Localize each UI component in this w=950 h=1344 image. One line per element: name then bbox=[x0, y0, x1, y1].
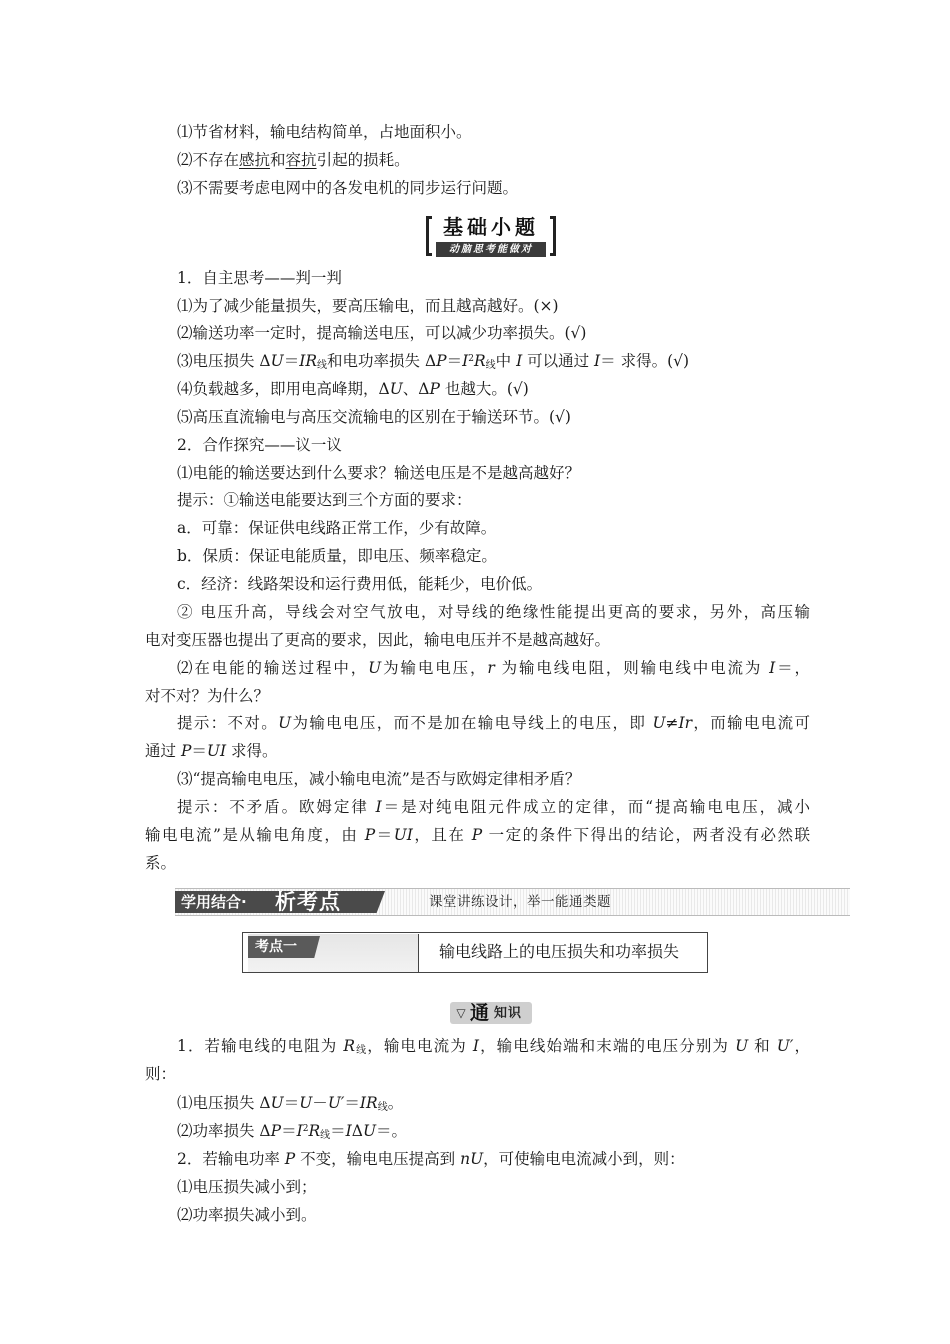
knowledge-tag-main: 通 bbox=[470, 1002, 490, 1024]
judge-heading: 1．自主思考——判一判 bbox=[177, 269, 342, 287]
knowledge-item-2-sub-1: ⑴电压损失减小到； bbox=[177, 1178, 317, 1196]
requirement-b: b．保质：保证电能质量，即电压、频率稳定。 bbox=[177, 547, 497, 565]
knowledge-tag-sub: 知识 bbox=[494, 1006, 523, 1021]
discuss-question-3: ⑶“提高输电电压，减小输电电流”是否与欧姆定律相矛盾？ bbox=[177, 770, 581, 788]
advantage-item-3: ⑶不需要考虑电网中的各发电机的同步运行问题。 bbox=[177, 179, 519, 197]
judge-item-5: ⑸高压直流输电与高压交流输电的区别在于输送环节。(√) bbox=[177, 408, 571, 426]
discuss-question-1: ⑴电能的输送要达到什么要求？输送电压是不是越高越好？ bbox=[177, 464, 581, 482]
discuss-hint-2-line-2: 通过 P＝UI 求得。 bbox=[145, 742, 278, 760]
voltage-loss-formula: ⑴电压损失 $\Delta U=U-U'=IR_线$。 bbox=[177, 1094, 404, 1113]
banner-title-part-2: 析考点 bbox=[275, 890, 341, 914]
section-banner bbox=[175, 888, 850, 916]
key-point-box bbox=[242, 932, 708, 973]
discuss-hint-1: 提示：①输送电能要达到三个方面的要求： bbox=[177, 491, 472, 509]
judge-item-4: ⑷负载越多，即用电高峰期，ΔU、ΔP 也越大。(√) bbox=[177, 380, 529, 398]
hint-1-point-2-line-2: 电对变压器也提出了更高的要求，因此，输电电压并不是越高越好。 bbox=[145, 631, 611, 649]
key-point-tag: 考点一 bbox=[255, 939, 297, 955]
knowledge-item-1-line-1: 1．若输电线的电阻为 $R_线$，输电电流为 I，输电线始端和末端的电压分别为 U 和 U′， bbox=[177, 1037, 810, 1056]
discuss-hint-2-line-1: 提示：不对。U为输电电压，而不是加在输电导线上的电压，即 U≠Ir，而输电电流可 bbox=[177, 714, 810, 732]
knowledge-item-2: 2．若输电功率 P 不变，输电电压提高到 nU，可使输电电流减小到，则： bbox=[177, 1150, 685, 1168]
basic-questions-badge bbox=[426, 214, 556, 260]
discuss-heading: 2．合作探究——议一议 bbox=[177, 436, 342, 454]
discuss-hint-3-line-3: 系。 bbox=[145, 854, 177, 872]
requirement-c: c．经济：线路架设和运行费用低，能耗少，电价低。 bbox=[177, 575, 543, 593]
triangle-down-icon: ▽ bbox=[456, 1006, 466, 1020]
judge-item-1: ⑴为了减少能量损失，要高压输电，而且越高越好。(×) bbox=[177, 297, 559, 315]
knowledge-item-1-line-2: 则： bbox=[145, 1065, 177, 1083]
discuss-question-2-line-2: 对不对？为什么？ bbox=[145, 687, 270, 705]
advantage-item-1: ⑴节省材料，输电结构简单，占地面积小。 bbox=[177, 123, 472, 141]
advantage-item-2: ⑵不存在感抗和容抗引起的损耗。 bbox=[177, 151, 410, 169]
banner-subtitle: 课堂讲练设计，举一能通类题 bbox=[429, 894, 611, 910]
requirement-a: a．可靠：保证供电线路正常工作，少有故障。 bbox=[177, 519, 497, 537]
power-loss-formula: ⑵功率损失 $\Delta P=I^2R_线=I\Delta U=$。 bbox=[177, 1122, 408, 1141]
badge-title: 基础小题 bbox=[443, 215, 539, 239]
term-inductive-reactance: 感抗 bbox=[239, 151, 271, 169]
knowledge-tag bbox=[450, 1000, 532, 1026]
term-capacitive-reactance: 容抗 bbox=[285, 151, 317, 169]
hint-1-point-2-line-1: ② 电压升高，导线会对空气放电，对导线的绝缘性能提出更高的要求，另外，高压输 bbox=[177, 603, 810, 621]
judge-item-3: ⑶电压损失 $\Delta U=IR_线$和电功率损失 $\Delta P=I^2R_线$中 I 可以通过 I＝ 求得。(√) bbox=[177, 352, 690, 371]
discuss-hint-3-line-1: 提示：不矛盾。欧姆定律 I＝是对纯电阻元件成立的定律，而“提高输电电压，减小 bbox=[177, 798, 810, 816]
discuss-hint-3-line-2: 输电电流”是从输电角度，由 P＝UI，且在 P 一定的条件下得出的结论，两者没有必然联 bbox=[145, 826, 810, 844]
discuss-question-2-line-1: ⑵在电能的输送过程中，U为输电电压，r 为输电线电阻，则输电线中电流为 I＝， bbox=[177, 659, 810, 677]
banner-title-part-1: 学用结合· bbox=[181, 893, 247, 911]
knowledge-item-2-sub-2: ⑵功率损失减小到。 bbox=[177, 1206, 317, 1224]
badge-subtitle: 动脑思考能做对 bbox=[436, 242, 546, 257]
judge-item-2: ⑵输送功率一定时，提高输送电压，可以减少功率损失。(√) bbox=[177, 324, 587, 342]
key-point-title: 输电线路上的电压损失和功率损失 bbox=[439, 942, 680, 961]
